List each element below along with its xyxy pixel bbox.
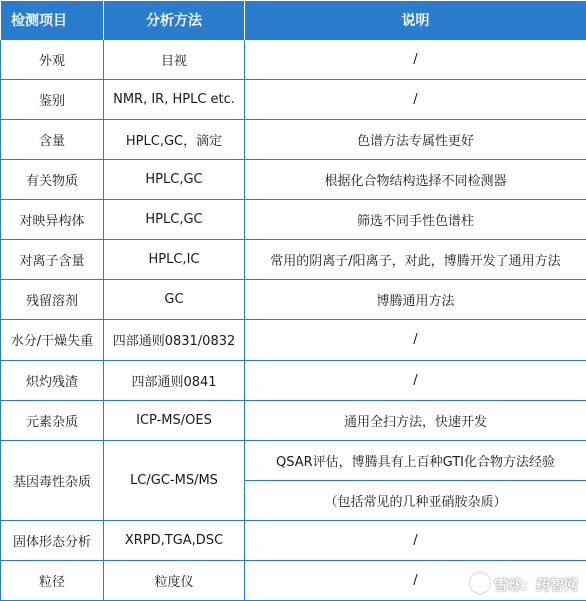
- table-row: [1, 400, 586, 440]
- cell-item: 含量: [1, 120, 104, 160]
- cell-method: HPLC,IC: [104, 240, 245, 280]
- table-row: [1, 360, 586, 400]
- cell-note: （包括常见的几种亚硝胺杂质）: [245, 480, 586, 520]
- cell-note: 根据化合物结构选择不同检测器: [245, 160, 586, 200]
- cell-method: HPLC,GC，滴定: [104, 120, 245, 160]
- cell-item: 元素杂质: [1, 400, 104, 440]
- cell-note: 博腾通用方法: [245, 280, 586, 320]
- cell-item: 外观: [1, 40, 104, 80]
- cell-item: 固体形态分析: [1, 520, 104, 560]
- cell-note: QSAR评估，博腾具有上百种GTI化合物方法经验: [245, 440, 586, 480]
- cell-method: NMR, IR, HPLC etc.: [104, 80, 245, 120]
- cell-note: 筛选不同手性色谱柱: [245, 200, 586, 240]
- header-description: 说明: [245, 1, 586, 40]
- header-test-item: 检测项目: [1, 1, 104, 40]
- cell-item: 对映异构体: [1, 200, 104, 240]
- cell-note: 色谱方法专属性更好: [245, 120, 586, 160]
- table-row: [1, 520, 586, 560]
- cell-item: 基因毒性杂质: [1, 440, 104, 520]
- header-analysis-method: 分析方法: [104, 1, 245, 40]
- cell-note: 通用全扫方法，快速开发: [245, 400, 586, 440]
- table-row: [1, 120, 586, 160]
- cell-method: HPLC,GC: [104, 160, 245, 200]
- cell-note: /: [245, 320, 586, 360]
- table-row: [1, 280, 586, 320]
- table-row: [1, 80, 586, 120]
- cell-item: 对离子含量: [1, 240, 104, 280]
- cell-item: 鉴别: [1, 80, 104, 120]
- table-row: [1, 160, 586, 200]
- cell-item: 炽灼残渣: [1, 360, 104, 400]
- snowball-logo-icon: [470, 573, 490, 593]
- cell-method: 四部通则0841: [104, 360, 245, 400]
- cell-note: /: [245, 560, 586, 600]
- cell-item: 有关物质: [1, 160, 104, 200]
- table-row-genotoxic: [1, 440, 586, 480]
- cell-method: 粒度仪: [104, 560, 245, 600]
- cell-item: 残留溶剂: [1, 280, 104, 320]
- watermark-text: 雪球：药智网: [494, 578, 578, 594]
- watermark: [470, 573, 578, 595]
- cell-note: /: [245, 360, 586, 400]
- cell-method: LC/GC-MS/MS: [104, 440, 245, 520]
- table-row: [1, 40, 586, 80]
- cell-item: 粒径: [1, 560, 104, 600]
- cell-note: 常用的阴离子/阳离子，对此，博腾开发了通用方法: [245, 240, 586, 280]
- cell-item: 水分/干燥失重: [1, 320, 104, 360]
- cell-method: HPLC,GC: [104, 200, 245, 240]
- table-row: [1, 200, 586, 240]
- cell-note: /: [245, 80, 586, 120]
- cell-note: /: [245, 40, 586, 80]
- table-header-row: [1, 1, 586, 40]
- cell-method: XRPD,TGA,DSC: [104, 520, 245, 560]
- cell-method: GC: [104, 280, 245, 320]
- table-row: [1, 240, 586, 280]
- table-row: [1, 320, 586, 360]
- cell-method: 四部通则0831/0832: [104, 320, 245, 360]
- cell-note: /: [245, 520, 586, 560]
- cell-method: 目视: [104, 40, 245, 80]
- cell-method: ICP-MS/OES: [104, 400, 245, 440]
